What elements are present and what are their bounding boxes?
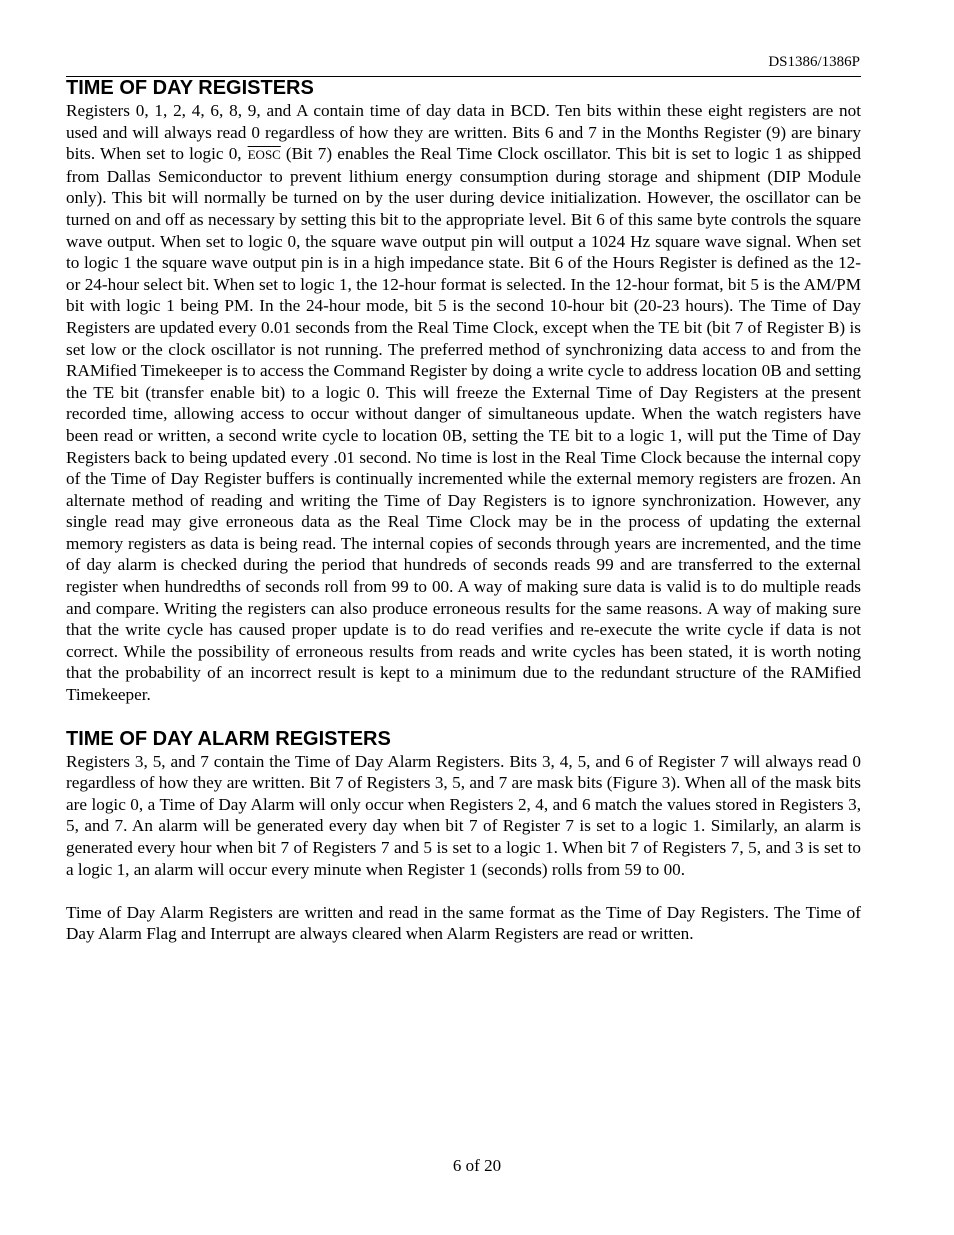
document-id: DS1386/1386P [768, 54, 860, 70]
paragraph-text: (Bit 7) enables the Real Time Clock oscillator. This bit is set to logic 1 as shipped from Dallas Semiconductor to prevent lithium energy consumption during storage and shipment (DIP Module only). This bit will normally be turned on by the user during device initialization. However, the oscillator can be turned on and off as necessary by setting this bit to the appropriate level. Bit 6 of this same byte controls the square wave output. When set to logic 0, the square wave output pin will output a 1024 Hz square wave signal. When set to logic 1 the square wave output pin is in a high impedance state. Bit 6 of the Hours Register is defined as the 12- or 24-hour select bit. When set to logic 1, the 12-hour format is selected. In the 12-hour format, bit 5 is the AM/PM bit with logic 1 being PM. In the 24-hour mode, bit 5 is the second 10-hour bit (20-23 hours). The Time of Day Registers are updated every 0.01 seconds from the Real Time Clock, except when the TE bit (bit 7 of Register B) is set low or the clock oscillator is not running. The preferred method of synchronizing data access to and from the RAMified Timekeeper is to access the Command Register by doing a write cycle to address location 0B and setting the TE bit (transfer enable bit) to a logic 0. This will freeze the External Time of Day Registers at the present recorded time, allowing access to occur without danger of simultaneous update. When the watch registers have been read or written, a second write cycle to location 0B, setting the TE bit to a logic 1, will put the Time of Day Registers back to being updated every .01 second. No time is lost in the Real Time Clock because the internal copy of the Time of Day Register buffers is continually incremented while the external memory registers are frozen. An alternate method of reading and writing the Time of Day Registers is to ignore synchronization. However, any single read may give erroneous data as the Real Time Clock may be in the process of updating the external memory registers as data is being read. The internal copies of seconds through years are incremented, and the time of day alarm is checked during the period that hundreds of seconds reads 99 and are transferred to the external register when hundredths of seconds roll from 99 to 00. A way of making sure data is valid is to do multiple reads and compare. Writing the registers can also produce erroneous results for the same reasons. A way of making sure that the write cycle has caused proper update is to do read verifies and re-execute the write cycle if data is not correct. While the possibility of erroneous results from reads and write cycles has been stated, it is worth noting that the probability of an incorrect result is kept to a minimum due to the redundant structure of the RAMified Timekeeper. [66, 144, 861, 705]
section-heading: TIME OF DAY ALARM REGISTERS [66, 727, 391, 750]
section-paragraph: Registers 3, 5, and 7 contain the Time of Day Alarm Registers. Bits 3, 4, 5, and 6 of Register 7 will always read 0 regardless of how they are written. Bit 7 of Registers 3, 5, and 7 are mask bits (Figure 3). When all of the mask bits are logic 0, a Time of Day Alarm will only occur when Registers 2, 4, and 6 match the values stored in Registers 3, 5, and 7. An alarm will be generated every day when bit 7 of Register 7 is set to a logic 1. Similarly, an alarm is generated every hour when bit 7 of Registers 7 and 5 is set to a logic 1. When bit 7 of Registers 7, 5, and 3 is set to a logic 1, an alarm will occur every minute when Register 1 (seconds) rolls from 59 to 00. [66, 751, 861, 879]
page-body [66, 76, 861, 945]
section-time-of-day-alarm-registers [66, 727, 861, 945]
section-paragraph: Time of Day Alarm Registers are written and read in the same format as the Time of Day Registers. The Time of Day Alarm Flag and Interrupt are always cleared when Alarm Registers are read or written. [66, 902, 861, 944]
page-number: 6 of 20 [452, 1156, 502, 1175]
eosc-bit-label: EOSC [247, 147, 281, 163]
section-time-of-day-registers [66, 76, 861, 706]
section-paragraph [66, 100, 861, 706]
section-heading: TIME OF DAY REGISTERS [66, 77, 314, 99]
paragraph-text: Registers 0, 1, 2, 4, 6, 8, 9, and A contain time of day data in BCD. Ten bits within these eight registers are not used and will always read 0 regardless of how they are written. Bits 6 and 7 in the Months Register (9) are binary bits. When set to logic 0, [66, 101, 861, 164]
